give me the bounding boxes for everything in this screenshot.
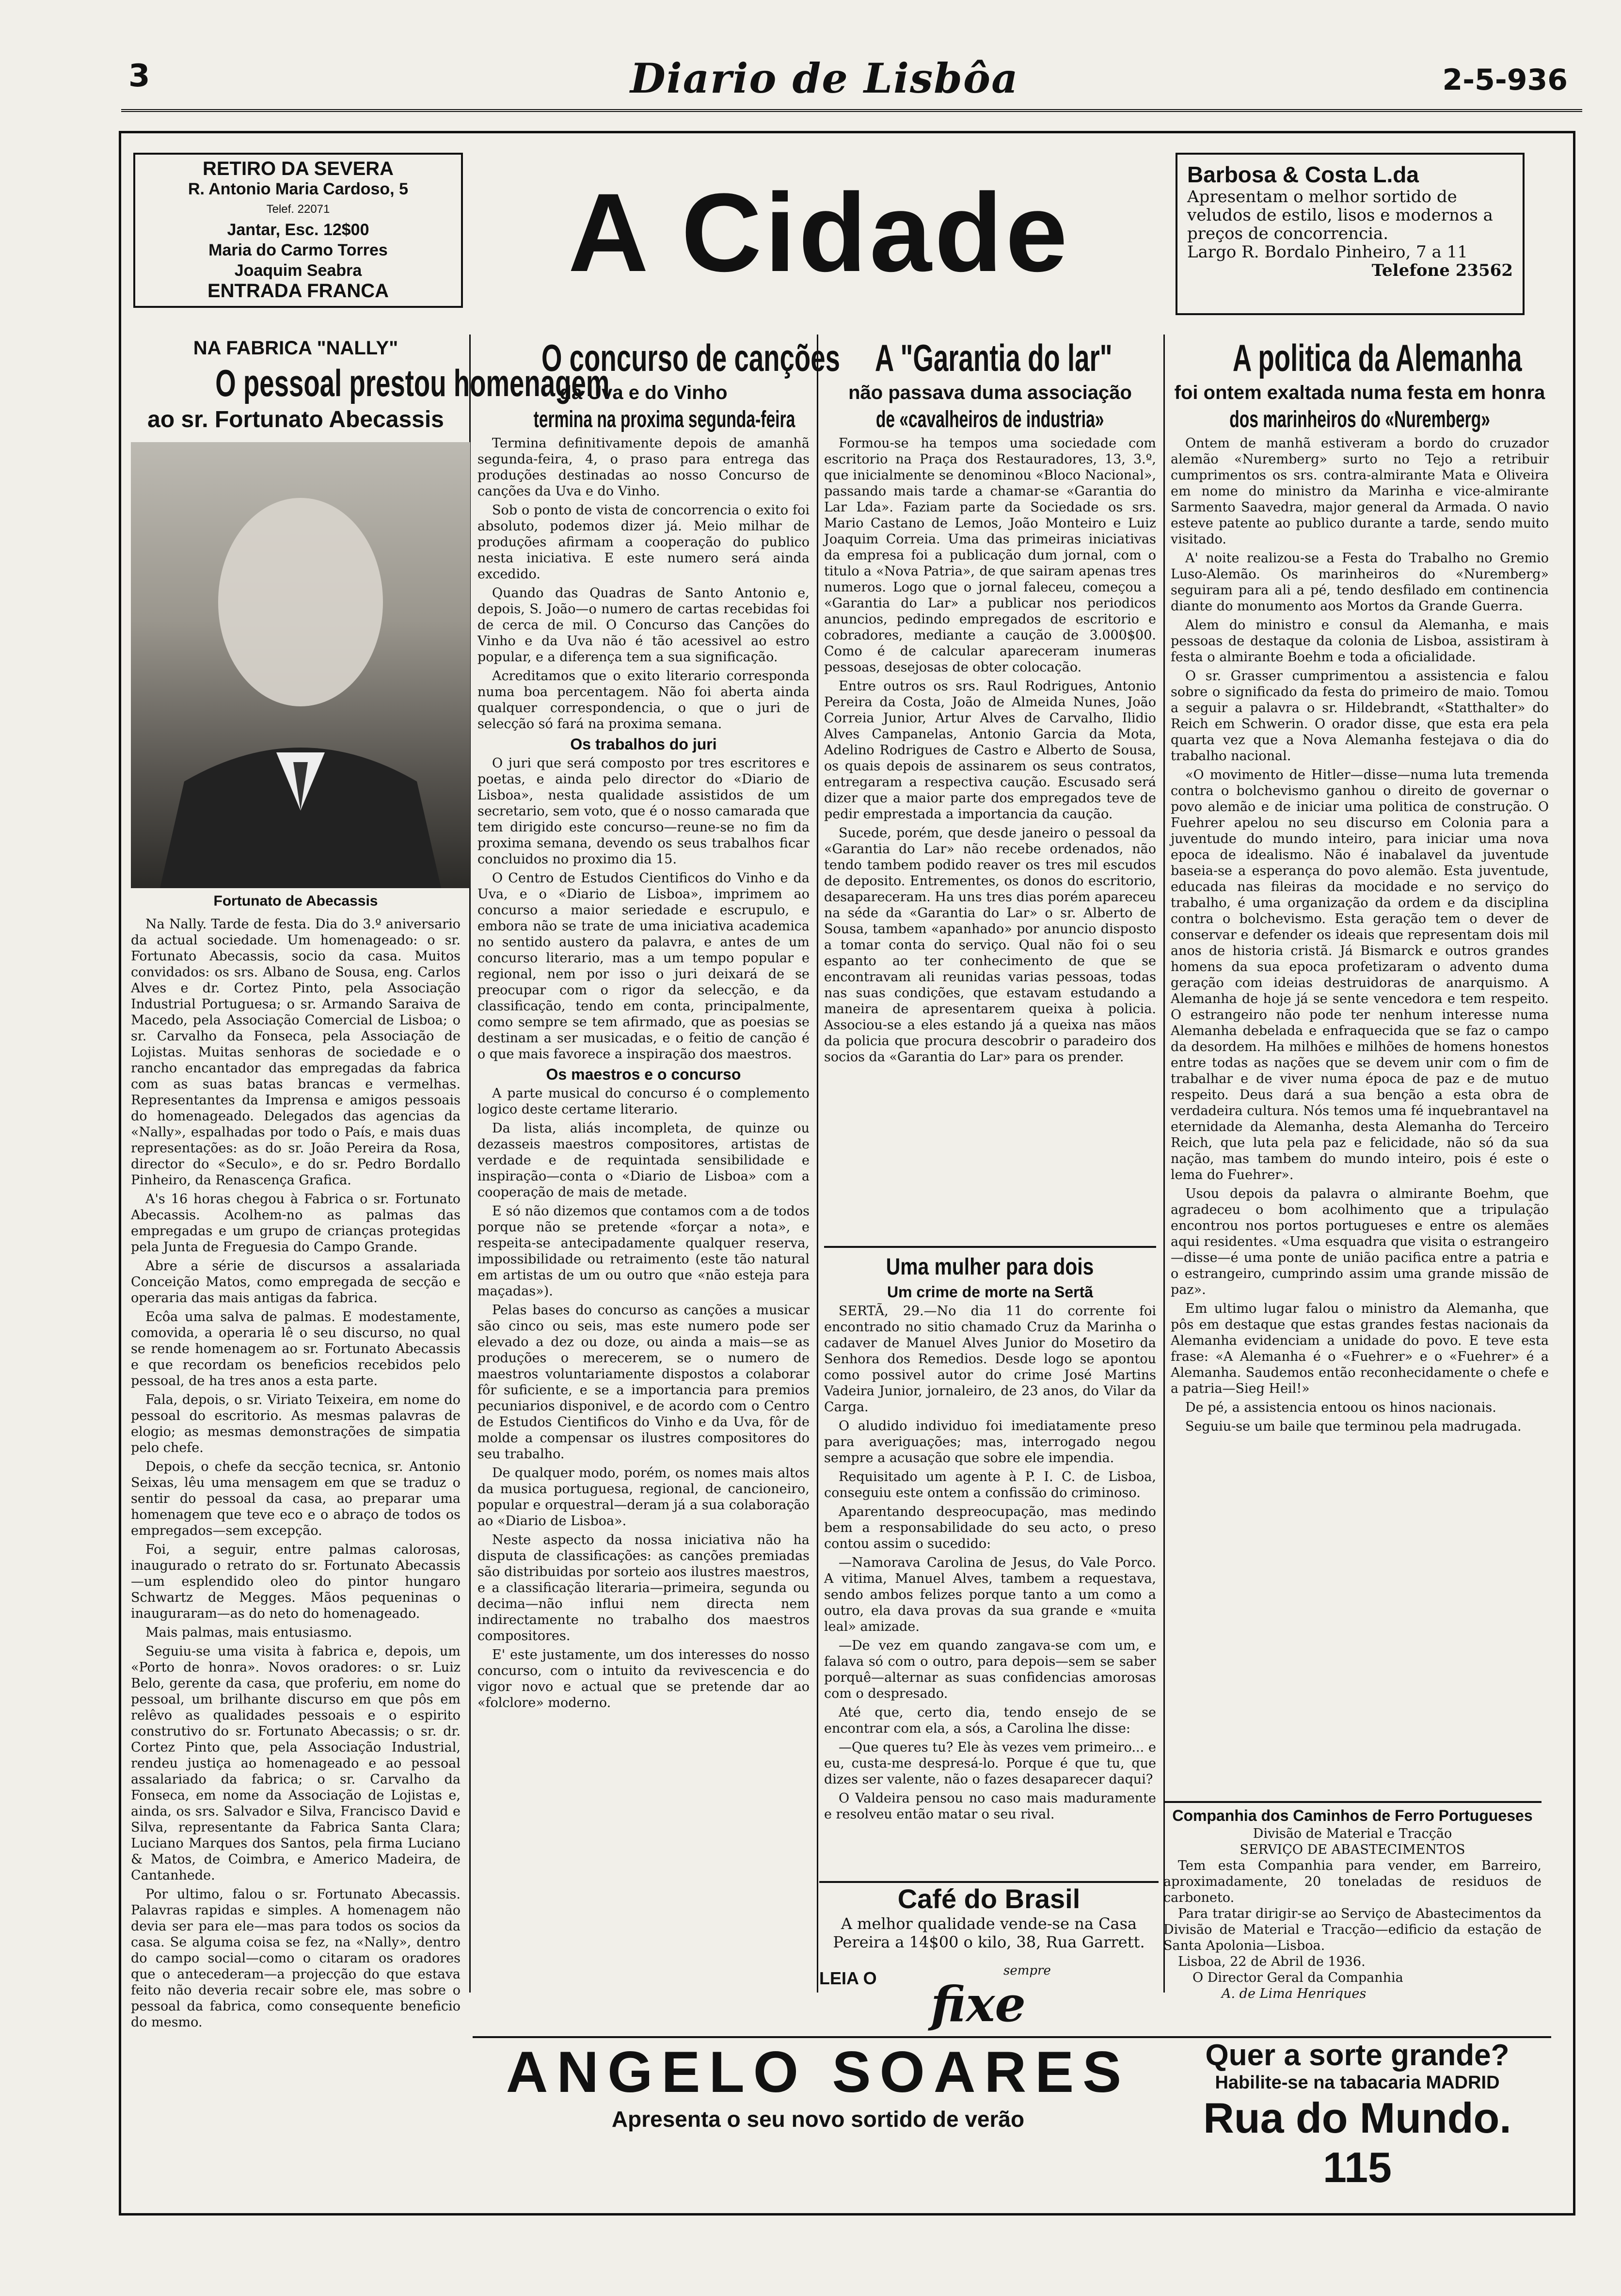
article-paragraph: Pelas bases do concurso as canções a musicar são cinco ou seis, mas este numero pode ser elevado a dez ou doze, ou ainda a mais—se as produções o merecerem, se o numero de maestros voluntariamente dispostos a colaborar fôr suficiente, e se a importancia para premios pecuniarios disponivel, e de acordo com o Centro de Estudos Cientificos do Vinho e da Uva, fôr de molde a compensar os ilustres compositores do seu trabalho. — [477, 1303, 810, 1462]
ad-barbosa-phone: Telefone 23562 — [1371, 261, 1513, 280]
ad-barbosa-address: Largo R. Bordalo Pinheiro, 7 a 11 — [1187, 242, 1468, 262]
article-paragraph: Termina definitivamente depois de amanhã segunda-feira, 4, o praso para entrega das produções destinadas ao nosso Concurso de canções da Uva e do Vinho. — [477, 436, 810, 499]
ad-cp-signoff: O Director Geral da Companhia — [1192, 1970, 1403, 1985]
ad-angelo-name: ANGELO SOARES — [506, 2040, 1130, 2105]
ad-cp-signature: A. de Lima Henriques — [1222, 1986, 1367, 2001]
article-paragraph: Na Nally. Tarde de festa. Dia do 3.º aniversario da actual sociedade. Um homenageado: o sr. Fortunato Abecassis, socio da casa. Muitos convidados: os srs. Albano de Sousa, eng. Carlos Alves e dr. Cortez Pinto, pela Associação Industrial Portuguesa; o sr. Armando Saraiva de Macedo, pela Associação Comercial de Lisboa; o sr. Carvalho da Fonseca, pela Associação de Lojistas. Muitas senhoras de sociedade e o rancho encantador das empregadas da fabrica com as suas batas brancas e vermelhas. Representantes da Imprensa e amigos pessoais do homenageado. Delegados das agencias da «Nally», espalhadas por todo o País, e mais duas representações: as do sr. João Pereira da Rosa, director do «Seculo», e do sr. Pedro Bordallo Pinheiro, da Renascença Grafica. — [131, 917, 461, 1188]
portrait-silhouette-icon — [131, 442, 470, 888]
ad-cp-division: Divisão de Material e Tracção — [1253, 1826, 1452, 1841]
article-subhead: da Uva e do Vinho — [559, 382, 728, 403]
article-paragraph: Usou depois da palavra o almirante Boehm, que agradeceu o bom acolhimento que a tripulação encontrou nos portos portugueses e entre os alemães aqui residentes. «Uma esquadra que visita o estrangeiro—disse—é uma ponte de união pacifica entre a patria e o estrangeiro, cumprindo assim uma grande missão de paz». — [1171, 1186, 1549, 1297]
article-paragraph: E só não dizemos que contamos com a de todos porque não se pretende «forçar a nota», e respeita-se antecipadamente qualquer reserva, impossibilidade ou retraimento (este tão natural em artistas de um ou outro que «não esteja para maçadas»). — [477, 1204, 810, 1299]
ad-line: Telef. 22071 — [266, 203, 330, 216]
ad-quer-line2: Habilite-se na tabacaria MADRID — [1215, 2073, 1500, 2093]
article-subhead: ao sr. Fortunato Abecassis — [147, 407, 444, 432]
article-paragraph: Formou-se ha tempos uma sociedade com escritorio na Praça dos Restauradores, 13, 3.º, que inicialmente se denominou «Bloco Nacional», passando mais tarde a chamar-se «Garantia do Lar Lda». Faziam parte da Sociedade os srs. Mario Castano de Lemos, João Monteiro e Luiz Joaquim Correia. Uma das primeiras iniciativas da empresa foi a publicação dum jornal, com o titulo a «Nova Patria», de que sairam apenas tres numeros. Logo que o jornal faleceu, começou a «Garantia do Lar» a publicar nos periodicos anuncios, pedindo empregados de escritorio e cobradores, mediante a caução de 3.000$00. Como é de calcular apareceram inumeras pessoas, desejosas de obter colocação. — [824, 436, 1156, 675]
article-alemanha — [1171, 335, 1549, 1794]
article-paragraph: Até que, certo dia, tendo ensejo de se encontrar com ela, a sós, a Carolina lhe disse: — [824, 1705, 1156, 1736]
section-heading: Os trabalhos do juri — [570, 735, 717, 753]
issue-date: 2-5-936 — [1442, 63, 1568, 97]
ad-angelo-tagline: Apresenta o seu novo sortido de verão — [611, 2106, 1025, 2132]
article-paragraph: O Valdeira pensou no caso mais maduramente e resolveu então matar o seu rival. — [824, 1791, 1156, 1822]
article-subhead: dos marinheiros do «Nuremberg» — [1229, 407, 1490, 432]
ad-cafe-do-brasil — [819, 1881, 1159, 1951]
article-paragraph: De pé, a assistencia entoou os hinos nacionais. — [1185, 1400, 1496, 1415]
article-subhead: não passava duma associação — [848, 382, 1132, 403]
article-paragraph: A' noite realizou-se a Festa do Trabalho no Gremio Luso-Alemão. Os marinheiros do «Nuremberg» seguiram para ali a pé, tendo desfilado em continencia diante do monumento aos Mortos da Grande Guerra. — [1171, 551, 1549, 614]
article-paragraph: A's 16 horas chegou à Fabrica o sr. Fortunato Abecassis. Acolhem-no as palmas das empregadas e um grupo de crianças protegidas pela Junta de Freguesia do Campo Grande. — [131, 1192, 461, 1255]
ad-leia-fixe — [819, 1963, 1159, 2031]
article-mulher-para-dois — [824, 1246, 1156, 1882]
article-paragraph: Sucede, porém, que desde janeiro o pessoal da «Garantia do Lar» não recebe ordenados, não tendo tambem podido reaver os tres mil escudos de deposito. Entrementes, os donos do escritorio, desapareceram. Ha uns tres dias porém apareceu na séde da «Garantia do Lar» o sr. Alberto de Sousa, tambem «apanhado» por anuncio disposto a tomar conta do serviço. Qual não foi o seu espanto ao ter conhecimento de que se encontravam ali reunidas varias pessoas, todas nas suas condições, que estavam estudando a maneira de apresentarem queixa à policia. Associou-se a eles estando já a queixa nas mãos da policia que procura descobrir o paradeiro dos socios da «Garantia do Lar» para os prender. — [824, 826, 1156, 1065]
section-title: A Cidade — [568, 170, 1071, 295]
article-paragraph: SERTÃ, 29.—No dia 11 do corrente foi encontrado no sitio chamado Cruz da Marinha o cadaver de Manuel Alves Junior do Mosetiro da Senhora dos Remedios. Desde logo se apontou como possivel autor do crime José Martins Vadeira Junior, jornaleiro, de 23 anos, do Vilar da Carga. — [824, 1304, 1156, 1415]
article-headline: A politica da Alemanha — [1232, 336, 1522, 379]
column-rule — [817, 335, 818, 1993]
article-paragraph: Da lista, aliás incompleta, de quinze ou dezasseis maestros compositores, artistas de verdade e de requintada sensibilidade e inspiração—conta o «Diario de Lisboa» com a cooperação de mais de metade. — [477, 1121, 810, 1200]
section-heading: Os maestros e o concurso — [546, 1066, 741, 1083]
article-headline: Uma mulher para dois — [886, 1254, 1094, 1280]
article-paragraph: Sob o ponto de vista de concorrencia o exito foi absoluto, podemos dizer já. Meio milhar de produções afirmam a cooperação do publico nesta iniciativa. E este numero será ainda excedido. — [477, 503, 810, 582]
article-subhead: foi ontem exaltada numa festa em honra — [1174, 382, 1545, 403]
article-garantia-do-lar — [824, 335, 1156, 1236]
ad-barbosa-text: Apresentam o melhor sortido de veludos de estilo, lisos e modernos a preços de concorrencia. — [1187, 187, 1493, 243]
article-headline: A "Garantia do lar" — [874, 336, 1112, 379]
article-paragraph: Por ultimo, falou o sr. Fortunato Abecassis. Palavras rapidas e simples. A homenagem não devia ser para ele—mas para todos os socios da casa. Se alguma coisa se fez, na «Nally», dentro do campo social—como o citaram os oradores que o antecederam—a projecção do que estava feito não deveria recair sobre ele, mas sobre o pessoal da fabrica, como consequente beneficio do mesmo. — [131, 1887, 461, 2030]
ad-leia-tag: sempre — [1003, 1963, 1051, 1978]
article-paragraph: Alem do ministro e consul da Alemanha, e mais pessoas de destaque da colonia de Lisboa, assistiram à festa o almirante Boehm e toda a oficialidade. — [1171, 618, 1549, 665]
ad-quer-line3: Rua do Mundo. 115 — [1203, 2094, 1511, 2191]
article-paragraph: A parte musical do concurso é o complemento logico deste certame literario. — [477, 1086, 810, 1117]
article-subhead: Um crime de morte na Sertã — [887, 1283, 1094, 1301]
portrait-photo — [131, 442, 470, 888]
article-paragraph: Ontem de manhã estiveram a bordo do cruzador alemão «Nuremberg» surto no Tejo a retribuir cumprimentos os srs. contra-almirante Mata e Oliveira em nome do ministro da Marinha e vice-almirante Sarmento Saavedra, major general da Armada. O navio esteve patente ao publico durante a tarde, sendo muito visitado. — [1171, 436, 1549, 547]
ad-tabacaria-madrid — [1163, 2036, 1551, 2198]
article-headline: O concurso de canções — [541, 336, 840, 379]
ad-leia-lead: LEIA O — [819, 1968, 877, 1988]
article-paragraph: Acreditamos que o exito literario corresponda numa boa percentagem. Não foi aberta ainda qualquer correspondencia, o que o juri de selecção só fará na proxima semana. — [477, 669, 810, 732]
article-paragraph: Quando das Quadras de Santo Antonio e, depois, S. João—o numero de cartas recebidas foi de cerca de mil. O Concurso das Canções do Vinho e da Uva não é tão acessivel ao estro popular, e a diferença tem a sua significação. — [477, 586, 810, 665]
ad-line: Maria do Carmo Torres — [208, 241, 388, 259]
article-paragraph: Entre outros os srs. Raul Rodrigues, Antonio Pereira da Costa, João de Almeida Nunes, João Correia Junior, Artur Alves de Carvalho, Ilidio Alves Campanelas, Antonio Garcia da Mota, Adelino Rodrigues de Castro e Alberto de Sousa, os quais depois de assinarem os seus contratos, entregaram a respectiva caução. Escusado será dizer que a maior parte dos empregados teve de pedir emprestada a importancia da caução. — [824, 679, 1156, 822]
ad-line: R. Antonio Maria Cardoso, 5 — [188, 180, 408, 198]
article-paragraph: E' este justamente, um dos interesses do nosso concurso, com o intuito da revivescencia e do vigor novo e actual que se pretende dar ao «folclore» moderno. — [477, 1647, 810, 1710]
article-nally — [131, 335, 610, 2030]
page-number: 3 — [128, 58, 150, 94]
ad-cp-title: Companhia dos Caminhos de Ferro Portugueses — [1172, 1807, 1533, 1824]
ad-line: Joaquim Seabra — [234, 261, 362, 280]
ad-cp-date: Lisboa, 22 de Abril de 1936. — [1178, 1954, 1366, 1969]
article-paragraph: Neste aspecto da nossa iniciativa não ha disputa de classificações: as canções premiadas são distribuidas por sorteio aos ilustres maestros, e a classificação literaria—primeira, segunda ou decima—não influi nem directa nem indirectamente no trabalho dos maestros compositores. — [477, 1532, 810, 1643]
article-paragraph: O sr. Grasser cumprimentou a assistencia e falou sobre o significado da festa do primeiro de maio. Tomou a seguir a palavra o sr. Hildebrandt, «Statthalter» do Reich em Schwerin. O orador disse, que esta era pela quarta vez que a Nova Alemanha festejava o dia do trabalho nacional. — [1171, 669, 1549, 764]
masthead-rule — [121, 109, 1582, 112]
article-paragraph: Depois, o chefe da secção tecnica, sr. Antonio Seixas, lêu uma mensagem em que se traduz o sentir do pessoal da casa, ao preparar uma homenagem que teve eco e o abraço de todos os empregados—sem excepção. — [131, 1459, 461, 1538]
article-paragraph: Abre a série de discursos a assalariada Conceição Matos, como empregada de secção e operaria das mais antigas da fabrica. — [131, 1259, 461, 1306]
photo-caption: Fortunato de Abecassis — [213, 893, 378, 909]
article-concurso — [477, 335, 840, 2026]
article-kicker: NA FABRICA "NALLY" — [193, 337, 398, 359]
article-paragraph: O Centro de Estudos Cientificos do Vinho e da Uva, e o «Diario de Lisboa», imprimem ao concurso a maior seriedade e escrupulo, e embora não se trate de uma iniciativa academica no sentido austero da palavra, e antes de um concurso literario, mas a um tempo popular e regional, nem por isso o juri deixará de se preocupar com o rigor da selecção, e da classificação, tendo em conta, principalmente, como sempre se tem afirmado, que as poesias se destinam a ser musicadas, e o feitio de canção é o que mais favorece a inspiração dos maestros. — [477, 871, 810, 1062]
ad-line: RETIRO DA SEVERA — [202, 158, 394, 179]
ad-barbosa-costa — [1176, 153, 1525, 315]
article-paragraph: Mais palmas, mais entusiasmo. — [145, 1625, 352, 1640]
article-headline: O pessoal prestou homenagem — [215, 362, 610, 404]
article-paragraph: Seguiu-se um baile que terminou pela madrugada. — [1185, 1419, 1522, 1434]
article-paragraph: Foi, a seguir, entre palmas calorosas, inaugurado o retrato do sr. Fortunato Abecassis—um esplendido oleo do pintor hungaro Schwartz de Megges. Mãos pequeninas o inauguraram—as do neto do homenageado. — [131, 1542, 461, 1621]
ad-cafe-name: Café do Brasil — [897, 1883, 1081, 1914]
article-subhead: de «cavalheiros de industria» — [876, 407, 1104, 432]
ad-cp-paragraph: Para tratar dirigir-se ao Serviço de Abastecimentos da Divisão de Material e Tracção—edificio da estação de Santa Apolonia—Lisboa. — [1163, 1906, 1542, 1953]
ad-retiro-da-severa — [133, 153, 463, 308]
article-paragraph: Requisitado um agente à P. I. C. de Lisboa, conseguiu este ontem a confissão do criminoso. — [824, 1469, 1156, 1500]
ad-leia-brand: fixe — [931, 1976, 1026, 2033]
article-paragraph: Ecôa uma salva de palmas. E modestamente, comovida, a operaria lê o seu discurso, no qual se rende homenagem ao sr. Fortunato Abecassis e que recordam os beneficios recebidos pelo pessoal, de ha tres anos a esta parte. — [131, 1309, 461, 1388]
ad-barbosa-name: Barbosa & Costa L.da — [1187, 162, 1419, 187]
ad-line: Jantar, Esc. 12$00 — [227, 221, 369, 239]
article-paragraph: —De vez em quando zangava-se com um, e falava só com o outro, para depois—sem se saber porquê—alternar as suas confidencias amorosas com o despresado. — [824, 1638, 1156, 1701]
ad-caminhos-de-ferro — [1163, 1801, 1542, 2002]
ad-angelo-soares — [473, 2036, 1163, 2198]
ad-cp-paragraph: Tem esta Companhia para vender, em Barreiro, aproximadamente, 20 toneladas de residuos de carboneto. — [1163, 1858, 1542, 1905]
ad-cp-service: SERVIÇO DE ABASTECIMENTOS — [1240, 1842, 1465, 1857]
article-paragraph: «O movimento de Hitler—disse—numa luta tremenda contra o bolchevismo ganhou o direito de governar o povo alemão e de iniciar uma politica de construção. O Fuehrer apelou no seu discurso em Colonia para a juventude do mundo inteiro, para iniciar uma nova epoca de idealismo. Não é inabalavel da juventude baseia-se a esperança do povo alemão. Esta juventude, educada nas fileiras da mocidade e no serviço do trabalho, é uma organização da ordem e da disciplina contra o bolchevismo. Esta geração tem o dever de conservar e defender os ideais que representam dois mil anos de historia cristã. Já Bismarck e outros grandes homens da sua epoca profetizaram o advento duma geração com ideias destruidoras de anarquismo. A Alemanha de hoje já se sente vencedora e tem respeito. O estrangeiro não pode ter nenhum interesse numa Alemanha debelada e enfraquecida que se faz o campo da desordem. Ha milhões e milhões de homens honestos entre todas as nações que se devem unir com o fim de trabalhar e de viver numa época de paz e de mutuo respeito. Deus dará a sua benção a esta obra de verdadeira cultura. Nós temos uma fé inquebrantavel na eternidade da Alemanha, desta Alemanha do Terceiro Reich, que luta pela paz e felicidade, não só da sua nação, mas tambem do mundo inteiro, pois é este o lema do Fuehrer». — [1171, 767, 1549, 1182]
article-paragraph: Em ultimo lugar falou o ministro da Alemanha, que pôs em destaque que estas grandes festas nacionais da Alemanha evidenciam a unidade do povo. E teve esta frase: «A Alemanha é o «Fuehrer» e o «Fuehrer» é a Alemanha. Saudemos então reconhecidamente o chefe e a patria—Sieg Heil!» — [1171, 1301, 1549, 1396]
ad-quer-line1: Quer a sorte grande? — [1205, 2039, 1510, 2072]
ad-line: ENTRADA FRANCA — [207, 280, 389, 302]
newspaper-title: Diario de Lisbôa — [630, 54, 1019, 102]
article-paragraph: O juri que será composto por tres escritores e poetas, e ainda pelo director do «Diario de Lisboa», nesta qualidade assistidos de um secretario, sem voto, que é o nosso camarada que tem dirigido este concurso—reune-se no fim da proxima semana, devendo os seus trabalhos ficar concluidos no proximo dia 15. — [477, 756, 810, 867]
article-paragraph: —Namorava Carolina de Jesus, do Vale Porco. A vitima, Manuel Alves, tambem a requestava, sendo ambos felizes porque tanto a um como a outro, ela dava provas da sua grande e «muita leal» amizade. — [824, 1555, 1156, 1634]
article-paragraph: Aparentando despreocupação, mas medindo bem a responsabilidade do seu acto, o preso contou assim o sucedido: — [824, 1504, 1156, 1551]
article-paragraph: —Que queres tu? Ele às vezes vem primeiro... e eu, custa-me despresá-lo. Porque é que tu, que dizes ser valente, não o fazes desaparecer daqui? — [824, 1740, 1156, 1787]
column-rule — [1163, 335, 1165, 1993]
article-subhead: termina na proxima segunda-feira — [533, 407, 795, 432]
article-paragraph: Seguiu-se uma visita à fabrica e, depois, um «Porto de honra». Novos oradores: o sr. Luiz Belo, gerente da casa, que proferiu, em nome do pessoal, um brilhante discurso em que pôs em relêvo as qualidades pessoais e o espirito construtivo do sr. Fortunato Abecassis; o sr. dr. Cortez Pinto que, pela Associação Industrial, rendeu justiça ao homenageado e ao pessoal assalariado da fabrica; o sr. Carvalho da Fonseca, em nome da Associação de Lojistas e, ainda, os srs. Salvador e Silva, Francisco David e Silva, representante da Fabrica Santa Clara; Luciano Marques dos Santos, pela firma Luciano & Matos, de Coimbra, e Americo Madeira, de Cantanhede. — [131, 1644, 461, 1883]
ad-cafe-text: A melhor qualidade vende-se na Casa Pereira a 14$00 o kilo, 38, Rua Garrett. — [833, 1914, 1145, 1951]
article-paragraph: Fala, depois, o sr. Viriato Teixeira, em nome do pessoal do escritorio. As mesmas palavras de elogio; as mesmas demonstrações de simpatia pelo chefe. — [131, 1392, 461, 1455]
article-paragraph: De qualquer modo, porém, os nomes mais altos da musica portuguesa, regional, de cancioneiro, popular e orquestral—deram já a sua colaboração ao «Diario de Lisboa». — [477, 1466, 810, 1529]
article-paragraph: O aludido individuo foi imediatamente preso para averiguações; mas, interrogado negou sempre a acusação que sobre ele impendia. — [824, 1419, 1156, 1466]
